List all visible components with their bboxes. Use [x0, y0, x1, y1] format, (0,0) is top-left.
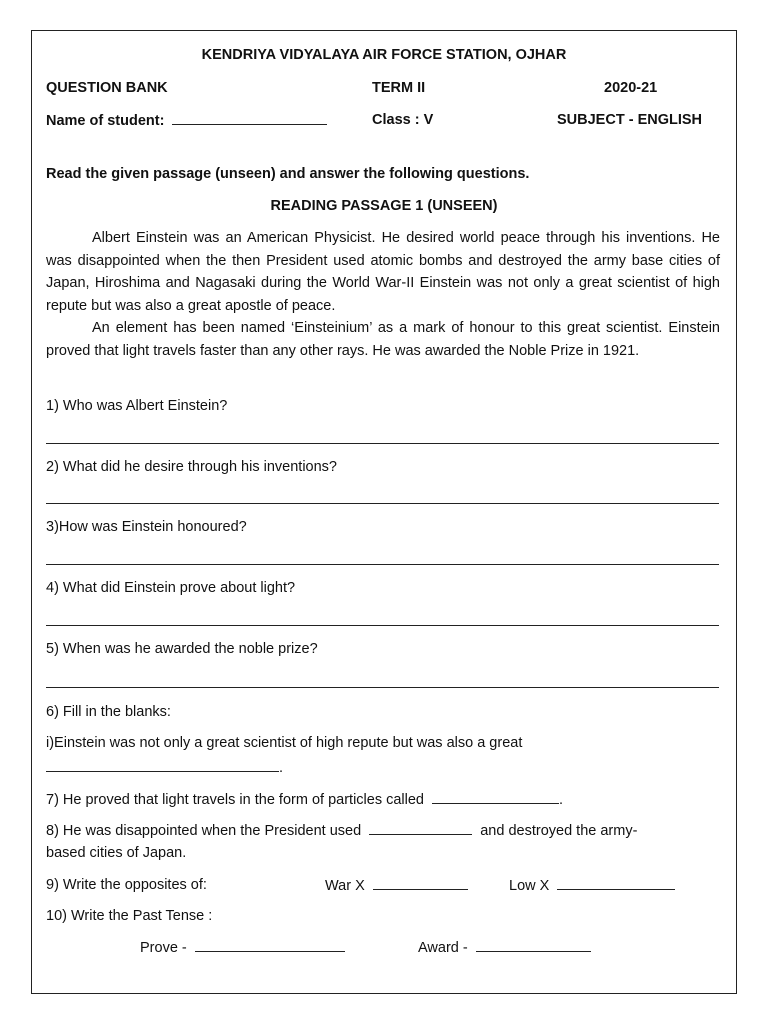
- passage-paragraph-2: [46, 317, 720, 362]
- question-3: 3)How was Einstein honoured?: [46, 519, 247, 535]
- past-tense-prove-blank[interactable]: [195, 937, 345, 952]
- question-8-part-a: 8) He was disappointed when the President used: [46, 823, 362, 839]
- student-name-field[interactable]: [46, 110, 327, 131]
- answer-line-4[interactable]: [46, 625, 719, 626]
- opposite-low-blank[interactable]: [557, 875, 675, 890]
- question-8-part-c: based cities of Japan.: [46, 845, 187, 861]
- question-7-blank[interactable]: [432, 789, 559, 804]
- passage-paragraph-2-text: An element has been named ‘Einsteinium’ as a mark of honour to this great scientist. Einstein proved that light travels faster than any other rays. He was awarded the Noble Prize in 1921.: [46, 320, 720, 359]
- question-1: 1) Who was Albert Einstein?: [46, 398, 228, 414]
- opposite-low-row: [509, 875, 675, 896]
- past-tense-prove-row: [140, 937, 345, 958]
- class-label: Class : V: [372, 112, 434, 128]
- question-8-row: [46, 820, 637, 841]
- question-5: 5) When was he awarded the noble prize?: [46, 641, 318, 657]
- school-name: KENDRIYA VIDYALAYA AIR FORCE STATION, OJHAR: [201, 47, 567, 63]
- answer-line-2[interactable]: [46, 503, 719, 504]
- question-8-part-b: and destroyed the army-: [480, 823, 638, 839]
- opposite-war-row: [325, 875, 468, 896]
- question-6-i-blank-row[interactable]: .: [46, 757, 283, 778]
- past-tense-prove-label: Prove -: [140, 940, 187, 956]
- past-tense-award-blank[interactable]: [476, 937, 591, 952]
- instruction: Read the given passage (unseen) and answer the following questions.: [46, 166, 530, 182]
- subject: SUBJECT - ENGLISH: [557, 112, 703, 128]
- passage-title: READING PASSAGE 1 (UNSEEN): [270, 198, 498, 214]
- question-6-heading: 6) Fill in the blanks:: [46, 704, 171, 720]
- question-10: 10) Write the Past Tense :: [46, 908, 213, 924]
- passage-paragraph-1-text: Albert Einstein was an American Physicist. He desired world peace through his inventions. He was disappointed when the then President used atomic bombs and destroyed the army base cities of Japan, Hiroshima and Nagasaki during the World War-II Einstein was not only a great scientist of high repute but was also a great apostle of peace.: [46, 230, 720, 314]
- past-tense-award-row: [418, 937, 591, 958]
- opposite-war-blank[interactable]: [373, 875, 468, 890]
- question-7: 7) He proved that light travels in the form of particles called: [46, 792, 424, 808]
- student-name-blank[interactable]: [172, 110, 327, 125]
- doc-type: QUESTION BANK: [46, 80, 168, 96]
- answer-line-3[interactable]: [46, 564, 719, 565]
- passage-paragraph-1: [46, 227, 720, 317]
- question-6-i: i)Einstein was not only a great scientist of high repute but was also a great: [46, 735, 523, 751]
- question-7-row: 7) He proved that light travels in the form of particles called .: [46, 789, 563, 810]
- answer-line-1[interactable]: [46, 443, 719, 444]
- question-8-blank[interactable]: [369, 820, 472, 835]
- opposite-low-label: Low X: [509, 878, 550, 894]
- question-9: 9) Write the opposites of:: [46, 877, 207, 893]
- question-4: 4) What did Einstein prove about light?: [46, 580, 296, 596]
- year: 2020-21: [604, 80, 658, 96]
- question-6-i-blank[interactable]: [46, 757, 279, 772]
- opposite-war-label: War X: [325, 878, 365, 894]
- student-name-label: Name of student:: [46, 113, 165, 129]
- term: TERM II: [372, 80, 426, 96]
- question-2: 2) What did he desire through his inventions?: [46, 459, 337, 475]
- answer-line-5[interactable]: [46, 687, 719, 688]
- past-tense-award-label: Award -: [418, 940, 468, 956]
